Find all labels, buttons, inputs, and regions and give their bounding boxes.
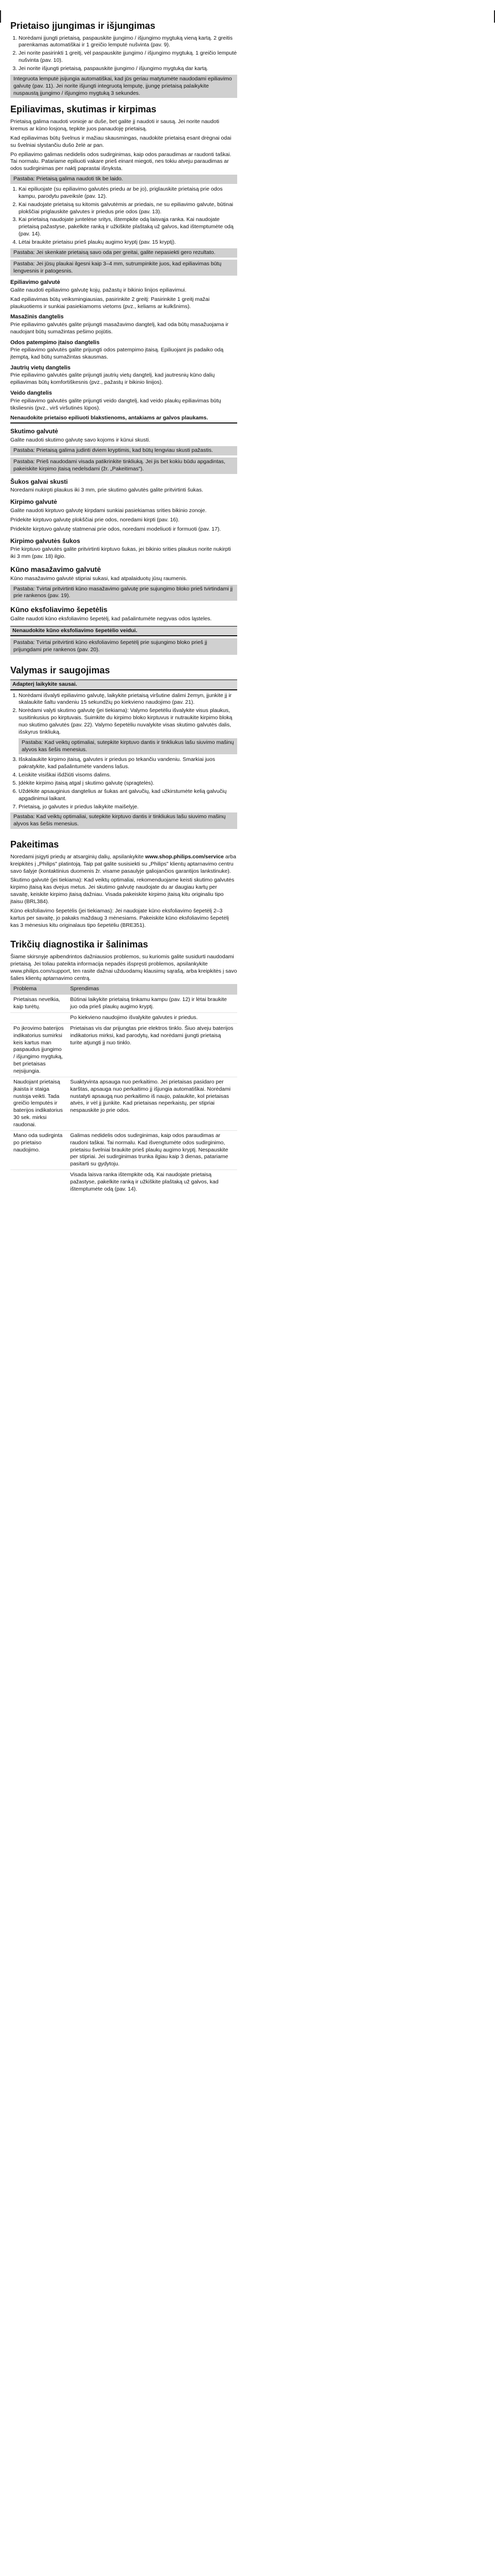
paragraph: Kūno eksfoliavimo šepetėlis (jei tiekiamas): Jei naudojate kūno eksfoliavimo šepetėlį 2–3 kartus per savaitę, jo pakaks maždaug 3 mėnesiams. Pakeiskite kūno eksfoliavimo šepetėlį kas 3 mėnesius kitu originalaus tipo šepetėliu (BRE351). bbox=[10, 907, 229, 928]
paragraph bbox=[10, 854, 237, 875]
paragraph: Galite naudoti epiliavimo galvutę kojų, pažastų ir bikinio linijos epiliavimui. bbox=[10, 286, 187, 293]
section-title-cleaning: Valymas ir saugojimas bbox=[10, 665, 110, 676]
paragraph: Kūno masažavimo galvutė stipriai sukasi, kad atpalaiduotų jūsų raumenis. bbox=[10, 575, 188, 582]
paragraph: Prie epiliavimo galvutės galite prijungti jautrių vietų dangtelį, kad jautresnių kūno dalių epiliavimas būtų komfortiškesnis (pvz., pažastų ir bikinio linijos). bbox=[10, 372, 215, 386]
list-item: 5. Įdėkite kirpimo įtaisą atgal į skutimo galvutę (spragtelės). bbox=[19, 780, 237, 787]
paragraph: Prietaisą galima naudoti vonioje ar duše, bet galite jį naudoti ir sausą. Jei norite naudoti kremus ar kūno losjoną, tepkite juos panaudoję prietaisą. bbox=[10, 118, 220, 132]
table-row bbox=[10, 1077, 237, 1130]
problem-cell: Po įkrovimo baterijos indikatorius sumirksi keis kartus man paspaudus įjungimo / išjungimo mygtuką, bet prietaisas neįsijungia. bbox=[10, 1023, 67, 1077]
subheading-exfoliation-brush: Kūno eksfoliavimo šepetėlis bbox=[10, 605, 108, 614]
solution-cell: Visada laisva ranka ištempkite odą. Kai naudojate prietaisą pažastyse, pakelkite ranką ir užkiškite plaštaką už galvos, kad ištemptumėte odą (pav. 14). bbox=[67, 1170, 237, 1195]
list-item: 4. Leiskite visiškai išdžiūti visoms dalims. bbox=[19, 772, 237, 779]
paragraph: Prie epiliavimo galvutės galite prijungti odos patempimo įtaisą. Epiliuojant jis padaiko odą įtemptą, kad būtų sumažintas skausmas. bbox=[10, 347, 224, 361]
note-speed: Pastaba: Jei skenkate prietaisą savo oda per greitai, galite nepasiekti gero rezultato. bbox=[10, 248, 237, 258]
warning-exfoliation-face: Nenaudokite kūno eksfoliavimo šepetėlio veidui. bbox=[10, 626, 237, 637]
paragraph: Galite naudoti kirptuvo galvutę kirpdami sunkiai pasiekiamas srities bikinio zonoje. bbox=[10, 507, 207, 514]
column-header-solution: Sprendimas bbox=[67, 984, 237, 994]
note-attach-massage: Pastaba: Tvirtai pritvirtinti kūno masažavimo galvutę prie sujungimo bloko prieš tvirtindami jį prie rankenos (pav. 19). bbox=[10, 585, 237, 601]
solution-cell: Suaktyvinta apsauga nuo perkaitimo. Jei prietaisas pasidaro per karštas, apsauga nuo perkaitimo jį išjungia automatiškai. Norėdami nustatyti apsaugą nuo perkaitimo iš naujo, palaukite, kol prietaisas atvės, ir vėl jį įjunkite. Kad prietaisas neperkaistų, per stipriai nespauskite jo prie odos. bbox=[67, 1077, 237, 1130]
note-check-foil: Pastaba: Prieš naudodami visada patikrinkite tinkliuką. Jei jis bet kokiu būdu apgadintas, pakeiskite kirpimo įtaisą nedelsdami (žr. „Pakeitimas"). bbox=[10, 457, 237, 474]
list-item: 3. Kai prietaisą naudojate juntelėse sritys, ištempkite odą laisvąja ranka. Kai naudojate prietaisą pažastyse, pakelkite ranką ir užkiškite plaštaką už galvos, kad ištemptumėte odą (pav. 14). bbox=[19, 216, 237, 238]
problem-cell: Mano oda sudirginta po prietaiso naudojimo. bbox=[10, 1130, 67, 1170]
solution-cell: Būtinai laikykite prietaisą tinkamu kampu (pav. 12) ir lėtai braukite juo oda prieš plaukų augimo kryptį. bbox=[67, 995, 237, 1013]
cleaning-steps-continued bbox=[10, 756, 237, 810]
paragraph: Po epiliavimo galimas nedidelis odos sudirginimas, kaip odos paraudimas ar raudonti taškai. Tai normalu. Patariame epiliuoti vakare prieš einant miegoti, nes tokiu atveju paraudimas ar odos sudirginimas per naktį paprastai išnyksta. bbox=[10, 151, 232, 172]
cleaning-steps bbox=[10, 692, 237, 736]
switching-steps bbox=[10, 35, 237, 73]
subheading-trimmer-comb: Kirpimo galvutės šukos bbox=[10, 537, 80, 545]
section-title-switching: Prietaiso įjungimas ir išjungimas bbox=[10, 21, 156, 31]
subheading-facial-cap: Veido dangtelis bbox=[10, 390, 52, 397]
note-attach-brush: Pastaba: Tvirtai pritvirtinti kūno eksfoliavimo šepetėlį prie sujungimo bloko prieš jį prijungdami prie rankenos (pav. 20). bbox=[10, 638, 237, 655]
paragraph: Pridekite kirptuvo galvutę plokščiai prie odos, noredami kirpti (pav. 16). bbox=[10, 516, 179, 523]
epilating-steps bbox=[10, 186, 237, 246]
paragraph: Skutimo galvutė (jei tiekiama): Kad veiktų optimaliai, rekomenduojame keisti skutimo galvutės kirpimo įtaisą kas dvejus metus. Jei skutimo galvutę naudojate du ar daugiau kartų per savaitę, keiskite kirpimo įtaisą dažniau. Visada pakeiskite kirpimo įtaisą kitu originaliu tipo įtaisu (BRL384). bbox=[10, 877, 235, 905]
note-lubricate-2: Pastaba: Kad veiktų optimaliai, sutepkite kirptuvo dantis ir tinkliukus lašu siuvimo mašinų alyvos kas šešis menesius. bbox=[10, 812, 237, 829]
paragraph: Noredami nukirpti plaukus iki 3 mm, prie skutimo galvutės galite pritvirtinti šukas. bbox=[10, 487, 204, 494]
paragraph: Prie kirptuvo galvutės galite pritvirtinti kirptuvo šukas, jei bikinio srities plaukus norite nukirpti iki 3 mm (pav. 18) ilgio. bbox=[10, 546, 231, 560]
solution-cell: Prietaisas vis dar prijungtas prie elektros tinklo. Šiuo atveju baterijos indikatorius mirksi, kad parodytų, kad norėdami įjungti prietaisą turite atjungti jį nuo tinklo. bbox=[67, 1023, 237, 1077]
list-item: 2. Norėdami valyti skutimo galvutę (jei tiekiama): Valymo šepetėliu išvalykite visus plaukus, susitinkusius po kirptuvais. Suimkite du kirpimo bloko kirptuvus ir nutraukite kirpimo bloką nuo skutimo galvutės (pav. 22). Valymo šepetėliu nuvalykite visas skutimo galvutės dalis, išskyrus tinkliuką. bbox=[19, 707, 237, 736]
warning-eyelashes: Nenaudokite prietaiso epiliuoti blakstienoms, antakiams ar galvos plaukams. bbox=[10, 415, 237, 423]
subheading-shaving-comb: Šukos galvai skusti bbox=[10, 478, 68, 485]
subheading-body-massage: Kūno masažavimo galvutė bbox=[10, 565, 101, 574]
text-column bbox=[10, 21, 237, 1195]
paragraph: Prie epiliavimo galvutės galite prijungti veido dangtelį, kad veido plaukų epiliavimas būtų tiksliesnis (pvz., virš viršutinės lūpos). bbox=[10, 397, 221, 411]
paragraph: Šiame skirsnyje apibendrintos dažniausios problemos, su kuriomis galite susidurti naudodami prietaisą. Jei toliau pateikta informacija nepadės išspręsti problemos, apsilankykite www.philips.com/support, ten rasite dažnai užduodamų klausimų sąrašą, arba kreipkitės į savo šalies klientų aptarnavimo centrą. bbox=[10, 953, 237, 981]
list-item: 1. Kai epiliuojate (su epiliavimo galvutės priedu ar be jo), priglauskite prietaisą prie odos kampu, parodytu paveiksle (pav. 12). bbox=[19, 186, 237, 200]
list-item: 1. Norėdami išvalyti epiliavimo galvutę, laikykite prietaisą viršutine dalimi žemyn, įjunkite jį ir skalaukite šaltu vandeniu 15 sekundžių po kiekvieno naudojimo (pav. 21). bbox=[19, 692, 237, 707]
warning-adapter-dry: Adapterį laikykite sausai. bbox=[10, 680, 237, 690]
table-row bbox=[10, 1170, 237, 1195]
list-item: 3. Išskalaukite kirpimo įtaisą, galvutes ir priedus po tekančiu vandeniu. Smarkiai juos pakratykite, kad pašalintumėte vandens lašus. bbox=[19, 756, 237, 771]
table-row bbox=[10, 1130, 237, 1170]
paragraph: Kad epiliavimas būtų švelnus ir mažiau skausmingas, naudokite prietaisą esant drėgnai odai su švelniai slystančiu dušo želė ar pan. bbox=[10, 134, 232, 148]
note-light: Integruota lemputė įsijungia automatiškai, kad jūs geriau matytumėte naudodami epiliavimo galvutę (pav. 11). Jei norite išjungti integruotą lemputę, įjungę prietaisą palaikykite nuspaustą įjungimo / išjungimo mygtuką 3 sekundes. bbox=[10, 75, 237, 98]
table-row bbox=[10, 1013, 237, 1024]
list-item: 2. Jei norite pasirinkti 1 greitį, vėl paspauskite įjungimo / išjungimo mygtuką. 1 greičio lemputė nušvinta (pav. 10). bbox=[19, 50, 237, 64]
note-cordless: Pastaba: Prietaisą galima naudoti tik be laido. bbox=[10, 175, 237, 184]
crop-mark-top-left bbox=[0, 10, 1, 23]
text: arba kreipkitės į „Philips" platintoją. Taip pat galite susisiekti su „Philips" klientų aptarnavimo centru savo šalyje (kontaktinius duomenis žr. visame pasaulyje galiojančios garantijos lankstinuke). bbox=[10, 853, 236, 874]
problem-cell bbox=[10, 1013, 67, 1024]
list-item: 4. Lėtai braukite prietaisu prieš plaukų augimo kryptį (pav. 15 kryptį). bbox=[19, 239, 237, 246]
column-header-problem: Problema bbox=[10, 984, 67, 994]
list-item: 6. Uždėkite apsauginius dangtelius ar šukas ant galvučių, kad užkirstumėte kelią galvučių apgadinimui laikant. bbox=[19, 788, 237, 803]
subheading-trimmer-head: Kirpimo galvutė bbox=[10, 498, 57, 506]
section-title-troubleshooting: Trikčių diagnostika ir šalinimas bbox=[10, 939, 148, 950]
note-shave-directions: Pastaba: Prietaisą galima judinti dviem kryptimis, kad būtų lengviau skusti pažastis. bbox=[10, 446, 237, 455]
problem-cell: Naudojant prietaisą įkaista ir staiga nustoja veikti. Tada greičio lemputės ir baterijos indikatorius 30 sek. mirksi raudonai. bbox=[10, 1077, 67, 1130]
table-row bbox=[10, 995, 237, 1013]
paragraph: Prie epiliavimo galvutės galite prijungti masažavimo dangtelį, kad oda būtų masažuojama ir naudojant būtų sumažintas pešimo pojūtis. bbox=[10, 321, 229, 335]
section-title-epilating: Epiliavimas, skutimas ir kirpimas bbox=[10, 104, 157, 115]
note-hair-length: Pastaba: Jei jūsų plaukai ilgesni kaip 3–4 mm, sutrumpinkite juos, kad epiliavimas būtų lengvesnis ir patogesnis. bbox=[10, 260, 237, 276]
subheading-epilation-head: Epiliavimo galvutė bbox=[10, 279, 60, 286]
paragraph: Galite naudoti kūno eksfoliavimo šepetėlį, kad pašalintumėte negyvas odos ląsteles. bbox=[10, 615, 212, 622]
list-item: 7. Prietaisą, jo galvutes ir priedus laikykite maišelyje. bbox=[19, 804, 237, 811]
solution-cell: Po kiekvieno naudojimo išvalykite galvutes ir priedus. bbox=[67, 1013, 237, 1024]
list-item: 1. Norėdami įjungti prietaisą, paspauskite įjungimo / išjungimo mygtuką vieną kartą. 2 greitis parenkamas automatiškai ir 1 greičio lemputė nušvinta (pav. 9). bbox=[19, 35, 237, 49]
section-title-replacement: Pakeitimas bbox=[10, 839, 59, 850]
text: Noredami įsigyti priedų ar atsarginių dalių, apsilankykite bbox=[10, 853, 144, 860]
paragraph: Pridekite kirptuvo galvutę statmenai prie odos, noredami modeliuoti ir formuoti (pav. 17). bbox=[10, 526, 221, 532]
paragraph: Galite naudoti skutimo galvutę savo kojoms ir kūnui skusti. bbox=[10, 437, 151, 444]
solution-cell: Galimas nedidelis odos sudirginimas, kaip odos paraudimas ar raudoni taškai. Tai normalu. Kad išvengtumėte odos sudirginimo, prietaisu švelniai braukite prieš plaukų augimo kryptį. Nespauskite per stipriai. Jei sudirginimas trunka ilgiau kaip 3 dienas, patariame pasitarti su gydytoju. bbox=[67, 1130, 237, 1170]
note-lubricate: Pastaba: Kad veiktų optimaliai, sutepkite kirptuvo dantis ir tinkliukus lašu siuvimo mašinų alyvos kas šešis menesius. bbox=[19, 738, 237, 755]
shop-link[interactable]: www.shop.philips.com/service bbox=[145, 853, 224, 860]
list-item: 3. Jei norite išjungti prietaisą, paspauskite įjungimo / išjungimo mygtuką dar kartą. bbox=[19, 65, 237, 73]
troubleshooting-table bbox=[10, 984, 237, 1194]
problem-cell: Prietaisas nevelkia, kaip turėtų. bbox=[10, 995, 67, 1013]
list-item: 2. Kai naudojate prietaisą su kitomis galvutėmis ar priedais, ne su epiliavimo galvute, būtinai plokščiai priglauskite galvutes ir priedus prie odos (pav. 13). bbox=[19, 201, 237, 216]
paragraph: Kad epiliavimas būtų veiksmingiausias, pasirinkite 2 greitį: Pasirinkite 1 greitį mažai plaukuotiems ir sunkiai pasiekiamoms vietoms (pvz., keliams ar kulkšnims). bbox=[10, 296, 210, 310]
table-row bbox=[10, 1023, 237, 1077]
subheading-skin-stretcher: Odos patempimo įtaiso dangtelis bbox=[10, 339, 100, 346]
table-header-row bbox=[10, 984, 237, 994]
subheading-massage-cap: Masažinis dangtelis bbox=[10, 314, 64, 320]
subheading-sensitive-cap: Jautrių vietų dangtelis bbox=[10, 364, 71, 371]
subheading-shaving-head: Skutimo galvutė bbox=[10, 428, 58, 435]
problem-cell bbox=[10, 1170, 67, 1195]
